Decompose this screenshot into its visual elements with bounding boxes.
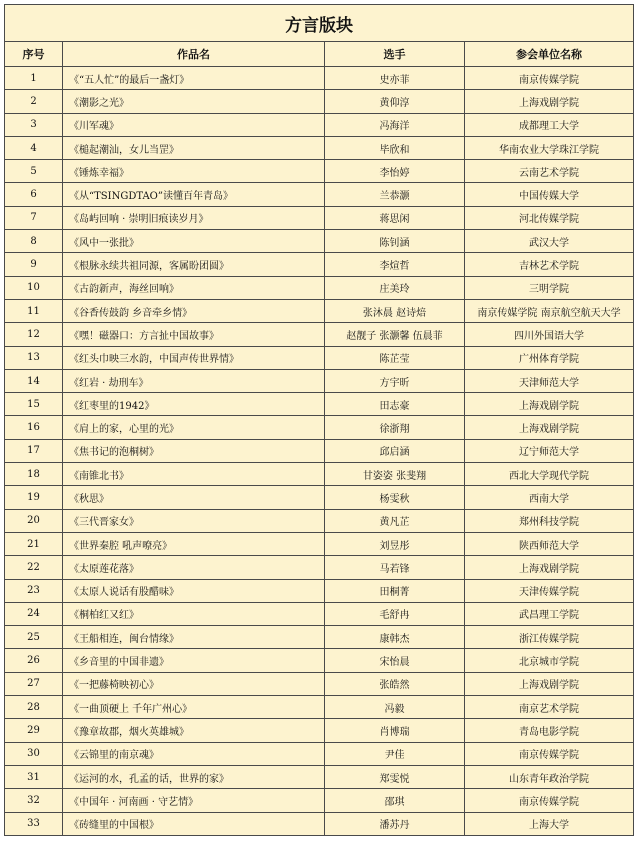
row-number-cell: 19 (5, 486, 63, 509)
unit-cell: 云南艺术学院 (465, 160, 634, 183)
table-row (5, 183, 634, 206)
work-title-cell: 《云锦里的南京魂》 (63, 742, 325, 765)
player-cell: 冯毅 (325, 696, 465, 719)
row-number-cell: 1 (5, 67, 63, 90)
unit-cell: 四川外国语大学 (465, 323, 634, 346)
work-title-cell: 《肩上的家，心里的光》 (63, 416, 325, 439)
player-cell: 黄仰淳 (325, 90, 465, 113)
work-title-cell: 《运河的水，孔孟的话，世界的家》 (63, 765, 325, 788)
table-row (5, 789, 634, 812)
work-title-cell: 《古韵新声，海丝回响》 (63, 276, 325, 299)
player-cell: 方宇昕 (325, 369, 465, 392)
unit-cell: 河北传媒学院 (465, 206, 634, 229)
table-row (5, 486, 634, 509)
row-number-cell: 27 (5, 672, 63, 695)
unit-cell: 辽宁师范大学 (465, 439, 634, 462)
work-title-cell: 《槌起潮汕，女儿当罡》 (63, 136, 325, 159)
player-cell: 陈钊涵 (325, 230, 465, 253)
row-number-cell: 17 (5, 439, 63, 462)
unit-cell: 南京传媒学院 南京航空航天大学 (465, 299, 634, 322)
table-row (5, 299, 634, 322)
player-cell: 刘昱彤 (325, 532, 465, 555)
player-cell: 尹佳 (325, 742, 465, 765)
work-title-cell: 《一曲顶硬上 千年广州心》 (63, 696, 325, 719)
player-cell: 甘姿姿 张斐翔 (325, 463, 465, 486)
work-title-cell: 《南锥北书》 (63, 463, 325, 486)
work-title-cell: 《锤炼幸福》 (63, 160, 325, 183)
player-cell: 肖博瑞 (325, 719, 465, 742)
row-number-cell: 26 (5, 649, 63, 672)
player-cell: 黄凡芷 (325, 509, 465, 532)
row-number-cell: 23 (5, 579, 63, 602)
table-row (5, 719, 634, 742)
row-number-cell: 21 (5, 532, 63, 555)
row-number-cell: 24 (5, 602, 63, 625)
unit-cell: 南京传媒学院 (465, 742, 634, 765)
work-title-cell: 《岛屿回响 · 崇明旧痕读岁月》 (63, 206, 325, 229)
player-cell: 兰恭灏 (325, 183, 465, 206)
unit-cell: 天津传媒学院 (465, 579, 634, 602)
row-number-cell: 2 (5, 90, 63, 113)
work-title-cell: 《嘿！磁器口：方言扯中国故事》 (63, 323, 325, 346)
table-row (5, 230, 634, 253)
table-row (5, 67, 634, 90)
row-number-cell: 3 (5, 113, 63, 136)
work-title-cell: 《砖缝里的中国根》 (63, 812, 325, 835)
unit-cell: 青岛电影学院 (465, 719, 634, 742)
work-title-cell: 《红头巾映三水韵，中国声传世界情》 (63, 346, 325, 369)
unit-cell: 上海戏剧学院 (465, 393, 634, 416)
player-cell: 张沐晨 赵诗焙 (325, 299, 465, 322)
row-number-cell: 20 (5, 509, 63, 532)
work-title-cell: 《豫章故郡，烟火英雄城》 (63, 719, 325, 742)
table-row (5, 812, 634, 835)
player-cell: 潘苏丹 (325, 812, 465, 835)
table-row (5, 649, 634, 672)
unit-cell: 北京城市学院 (465, 649, 634, 672)
player-cell: 陈芷莹 (325, 346, 465, 369)
unit-cell: 上海戏剧学院 (465, 416, 634, 439)
table-row (5, 416, 634, 439)
player-cell: 田桐菁 (325, 579, 465, 602)
unit-cell: 武昌理工学院 (465, 602, 634, 625)
table-row (5, 439, 634, 462)
player-cell: 冯海洋 (325, 113, 465, 136)
player-cell: 庄美玲 (325, 276, 465, 299)
unit-cell: 南京传媒学院 (465, 67, 634, 90)
unit-cell: 三明学院 (465, 276, 634, 299)
player-cell: 李煊哲 (325, 253, 465, 276)
unit-cell: 上海戏剧学院 (465, 90, 634, 113)
row-number-cell: 31 (5, 765, 63, 788)
player-cell: 宋怡晨 (325, 649, 465, 672)
player-cell: 邵琪 (325, 789, 465, 812)
table-row (5, 626, 634, 649)
unit-cell: 吉林艺术学院 (465, 253, 634, 276)
table-row (5, 463, 634, 486)
work-title-cell: 《中国年 · 河南画 · 守艺情》 (63, 789, 325, 812)
work-title-cell: 《王船相连，闽台情缘》 (63, 626, 325, 649)
unit-cell: 南京艺术学院 (465, 696, 634, 719)
row-number-cell: 16 (5, 416, 63, 439)
table-row (5, 206, 634, 229)
player-cell: 田志豪 (325, 393, 465, 416)
table-row (5, 765, 634, 788)
row-number-cell: 10 (5, 276, 63, 299)
work-title-cell: 《红枣里的1942》 (63, 393, 325, 416)
table-row (5, 113, 634, 136)
work-title-cell: 《川军魂》 (63, 113, 325, 136)
unit-cell: 上海大学 (465, 812, 634, 835)
work-title-cell: 《焦书记的泡桐树》 (63, 439, 325, 462)
unit-cell: 南京传媒学院 (465, 789, 634, 812)
row-number-cell: 15 (5, 393, 63, 416)
table-row (5, 742, 634, 765)
table-row (5, 253, 634, 276)
row-number-cell: 5 (5, 160, 63, 183)
player-cell: 蒋思闲 (325, 206, 465, 229)
row-number-cell: 18 (5, 463, 63, 486)
player-cell: 郑雯悦 (325, 765, 465, 788)
row-number-cell: 29 (5, 719, 63, 742)
table-row (5, 509, 634, 532)
row-number-cell: 30 (5, 742, 63, 765)
player-cell: 杨雯秋 (325, 486, 465, 509)
unit-cell: 陕西师范大学 (465, 532, 634, 555)
player-cell: 史亦菲 (325, 67, 465, 90)
row-number-cell: 12 (5, 323, 63, 346)
row-number-cell: 7 (5, 206, 63, 229)
unit-cell: 郑州科技学院 (465, 509, 634, 532)
table-row (5, 90, 634, 113)
row-number-cell: 32 (5, 789, 63, 812)
unit-cell: 西南大学 (465, 486, 634, 509)
player-cell: 康韩杰 (325, 626, 465, 649)
unit-cell: 华南农业大学珠江学院 (465, 136, 634, 159)
unit-cell: 天津师范大学 (465, 369, 634, 392)
table-row (5, 602, 634, 625)
table-row (5, 160, 634, 183)
table-row (5, 393, 634, 416)
header-row (5, 42, 634, 67)
unit-cell: 广州体育学院 (465, 346, 634, 369)
unit-cell: 成都理工大学 (465, 113, 634, 136)
row-number-cell: 8 (5, 230, 63, 253)
player-cell: 马若锋 (325, 556, 465, 579)
work-title-cell: 《红岩 · 劫刑车》 (63, 369, 325, 392)
work-title-cell: 《桐柏红又红》 (63, 602, 325, 625)
row-number-cell: 6 (5, 183, 63, 206)
work-title-cell: 《“五人忙”的最后一盏灯》 (63, 67, 325, 90)
unit-cell: 西北大学现代学院 (465, 463, 634, 486)
work-title-cell: 《一把藤椅映初心》 (63, 672, 325, 695)
unit-cell: 中国传媒大学 (465, 183, 634, 206)
player-cell: 毕欣和 (325, 136, 465, 159)
row-number-cell: 22 (5, 556, 63, 579)
work-title-cell: 《太原人说话有股醋味》 (63, 579, 325, 602)
row-number-cell: 25 (5, 626, 63, 649)
header-unit: 参会单位名称 (465, 42, 634, 67)
row-number-cell: 28 (5, 696, 63, 719)
work-title-cell: 《潮影之光》 (63, 90, 325, 113)
work-title-cell: 《风中一张批》 (63, 230, 325, 253)
row-number-cell: 33 (5, 812, 63, 835)
table-row (5, 369, 634, 392)
table-row (5, 346, 634, 369)
header-player: 选手 (325, 42, 465, 67)
row-number-cell: 9 (5, 253, 63, 276)
work-title-cell: 《乡音里的中国非遗》 (63, 649, 325, 672)
table-row (5, 579, 634, 602)
table-body (5, 67, 634, 836)
table-row (5, 556, 634, 579)
table-row (5, 672, 634, 695)
unit-cell: 山东青年政治学院 (465, 765, 634, 788)
table-row (5, 323, 634, 346)
player-cell: 李怡婷 (325, 160, 465, 183)
player-cell: 邱启涵 (325, 439, 465, 462)
spreadsheet (4, 4, 633, 836)
header-work: 作品名 (63, 42, 325, 67)
table-row (5, 696, 634, 719)
row-number-cell: 14 (5, 369, 63, 392)
row-number-cell: 4 (5, 136, 63, 159)
header-number: 序号 (5, 42, 63, 67)
player-cell: 毛舒冉 (325, 602, 465, 625)
player-cell: 徐浙翔 (325, 416, 465, 439)
row-number-cell: 11 (5, 299, 63, 322)
unit-cell: 武汉大学 (465, 230, 634, 253)
entries-table (4, 4, 634, 836)
unit-cell: 上海戏剧学院 (465, 672, 634, 695)
unit-cell: 浙江传媒学院 (465, 626, 634, 649)
table-title: 方言版块 (5, 5, 634, 42)
table-row (5, 276, 634, 299)
work-title-cell: 《从“TSINGDTAO”读懂百年青岛》 (63, 183, 325, 206)
work-title-cell: 《世界秦腔 吼声嘹亮》 (63, 532, 325, 555)
work-title-cell: 《三代晋家女》 (63, 509, 325, 532)
player-cell: 赵靓子 张灏馨 伍晨菲 (325, 323, 465, 346)
row-number-cell: 13 (5, 346, 63, 369)
work-title-cell: 《太原莲花落》 (63, 556, 325, 579)
table-row (5, 532, 634, 555)
work-title-cell: 《谷香传鼓韵 乡音牵乡情》 (63, 299, 325, 322)
work-title-cell: 《根脉永续共祖同源，客属盼团圆》 (63, 253, 325, 276)
player-cell: 张皓然 (325, 672, 465, 695)
work-title-cell: 《秋思》 (63, 486, 325, 509)
table-row (5, 136, 634, 159)
unit-cell: 上海戏剧学院 (465, 556, 634, 579)
